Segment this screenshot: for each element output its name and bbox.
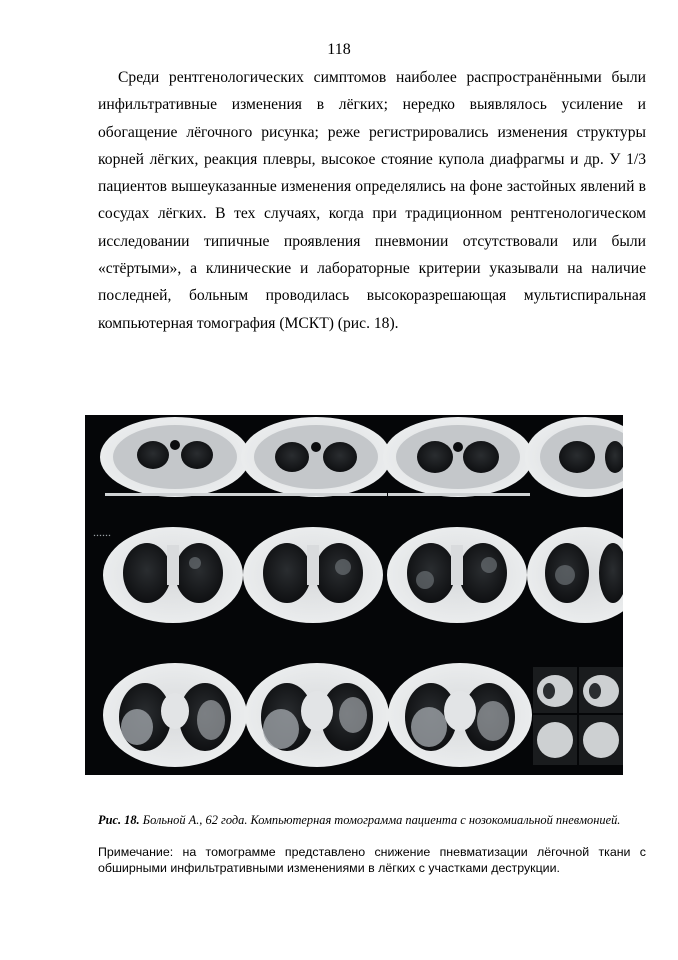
figure-caption-label: Рис. 18. <box>98 813 140 827</box>
ct-slice-r3-3 <box>388 663 532 767</box>
figure-caption <box>98 813 646 829</box>
figure-caption-text: Больной А., 62 года. Компьютерная томограмма пациента с нозокомиальной пневмонией. <box>142 813 621 827</box>
ct-slice-r1-3 <box>383 417 533 497</box>
ct-scan-figure <box>85 415 623 775</box>
page-number: 118 <box>327 41 351 58</box>
ct-slice-r3-2 <box>245 663 389 767</box>
svg-text:▪▪▪▪▪▪: ▪▪▪▪▪▪ <box>93 533 112 539</box>
ct-slice-r3-1 <box>103 663 247 767</box>
ct-slice-r2-2 <box>243 527 383 623</box>
ct-slice-r2-3 <box>387 527 527 623</box>
figure-note: Примечание: на томограмме представлено снижение пневматизации лёгочной ткани с обширными инфильтративными изменениями в лёгких с участками деструкции. <box>98 845 646 875</box>
ct-scan-grid <box>85 415 623 775</box>
body-paragraph: Среди рентгенологических симптомов наиболее распространёнными были инфильтративные изменения в лёгких; нередко выявлялось усиление и обогащение лёгочного рисунка; реже регистрировались изменения структуры корней лёгких, реакция плевры, высокое стояние купола диафрагмы и др. У 1/3 пациентов вышеуказанные изменения определялись на фоне застойных явлений в сосудах лёгких. В тех случаях, когда при традиционном рентгенологическом исследовании типичные проявления пневмонии отсутствовали или были «стёртыми», а клинические и лабораторные критерии указывали на наличие последней, больным проводилась высокоразрешающая мультиспиральная компьютерная томография (МСКТ) (рис. 18). <box>98 69 646 332</box>
ct-slice-r1-2 <box>241 417 391 497</box>
ct-slice-r1-1 <box>100 417 250 497</box>
